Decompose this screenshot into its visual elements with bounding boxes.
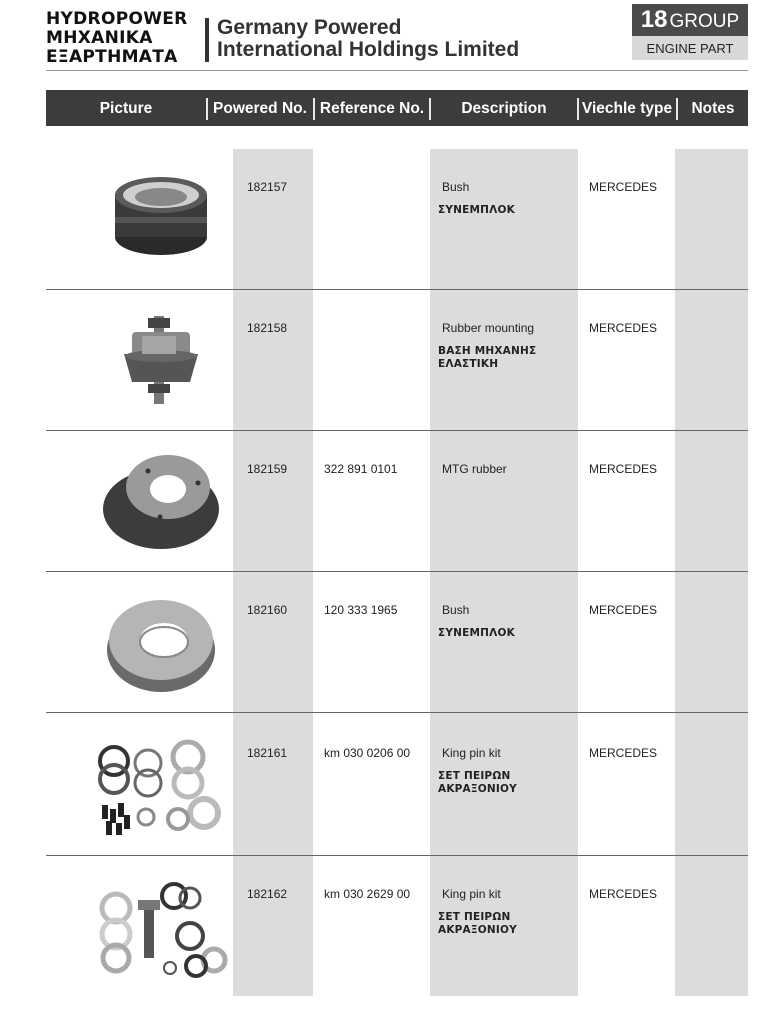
- col-picture: Picture: [99, 100, 153, 117]
- description-greek: ΣΕΤ ΠΕΙΡΩΝ ΑΚΡΑΞΟΝΙΟΥ: [438, 770, 517, 795]
- table-row: [46, 149, 748, 290]
- company-line: Germany Powered: [217, 16, 402, 39]
- bush-ring-icon: [86, 578, 236, 706]
- col-notes: Notes: [691, 100, 735, 117]
- reference-no: km 030 2629 00: [324, 887, 411, 901]
- vehicle-type: MERCEDES: [589, 462, 658, 476]
- reference-no: 322 891 0101: [324, 462, 398, 476]
- powered-no: 182160: [247, 603, 288, 617]
- vehicle-type: MERCEDES: [589, 746, 658, 760]
- group-number: 18: [640, 6, 668, 33]
- description-greek: ΣΥΝΕΜΠΛΟΚ: [438, 627, 515, 639]
- reference-no: km 030 0206 00: [324, 746, 411, 760]
- table-row: [46, 856, 748, 997]
- powered-no: 182162: [247, 887, 288, 901]
- section-label: ENGINE PART: [632, 36, 748, 60]
- row-divider: [46, 712, 748, 713]
- powered-no: 182157: [247, 180, 288, 194]
- king-pin-kit-icon: [86, 862, 236, 990]
- brand-line: ΕΞΑΡΤΗΜΑΤΑ: [46, 47, 178, 67]
- table-row: [46, 290, 748, 431]
- header-rule: [46, 70, 748, 71]
- col-powered-no: Powered No.: [213, 100, 307, 117]
- brand-name: [46, 10, 204, 67]
- rubber-mount-icon: [86, 296, 236, 424]
- vehicle-type: MERCEDES: [589, 887, 658, 901]
- powered-no: 182159: [247, 462, 288, 476]
- group-badge: [632, 4, 748, 60]
- table-header: [46, 90, 748, 126]
- powered-no: 182158: [247, 321, 288, 335]
- description: Bush: [442, 603, 470, 617]
- brand-line: HYDROPOWER: [46, 9, 188, 29]
- description-greek: ΣΕΤ ΠΕΙΡΩΝ ΑΚΡΑΞΟΝΙΟΥ: [438, 911, 517, 936]
- description: King pin kit: [442, 746, 501, 760]
- group-word: GROUP: [669, 11, 740, 32]
- col-reference-no: Reference No.: [319, 100, 425, 117]
- table-row: [46, 715, 748, 856]
- table-row: [46, 431, 748, 572]
- powered-no: 182161: [247, 746, 288, 760]
- description-greek: ΒΑΣΗ ΜΗΧΑΝΗΣ ΕΛΑΣΤΙΚΗ: [438, 345, 537, 370]
- description: MTG rubber: [442, 462, 507, 476]
- reference-no: 120 333 1965: [324, 603, 398, 617]
- description: Rubber mounting: [442, 321, 535, 335]
- description: Bush: [442, 180, 470, 194]
- description-greek: ΣΥΝΕΜΠΛΟΚ: [438, 204, 515, 216]
- king-pin-kit-icon: [86, 721, 236, 849]
- bush-drum-icon: [86, 155, 236, 283]
- vehicle-type: MERCEDES: [589, 180, 658, 194]
- description: King pin kit: [442, 887, 501, 901]
- mtg-rubber-icon: [86, 437, 236, 565]
- vehicle-type: MERCEDES: [589, 603, 658, 617]
- col-vehicle-type: Viechle type: [581, 100, 673, 117]
- brand-line: ΜΗΧΑΝΙΚΑ: [46, 28, 153, 48]
- col-description: Description: [461, 100, 547, 117]
- company-line: International Holdings Limited: [217, 38, 520, 61]
- header-divider: [205, 18, 209, 62]
- company-name: [217, 17, 519, 61]
- table-row: [46, 572, 748, 713]
- vehicle-type: MERCEDES: [589, 321, 658, 335]
